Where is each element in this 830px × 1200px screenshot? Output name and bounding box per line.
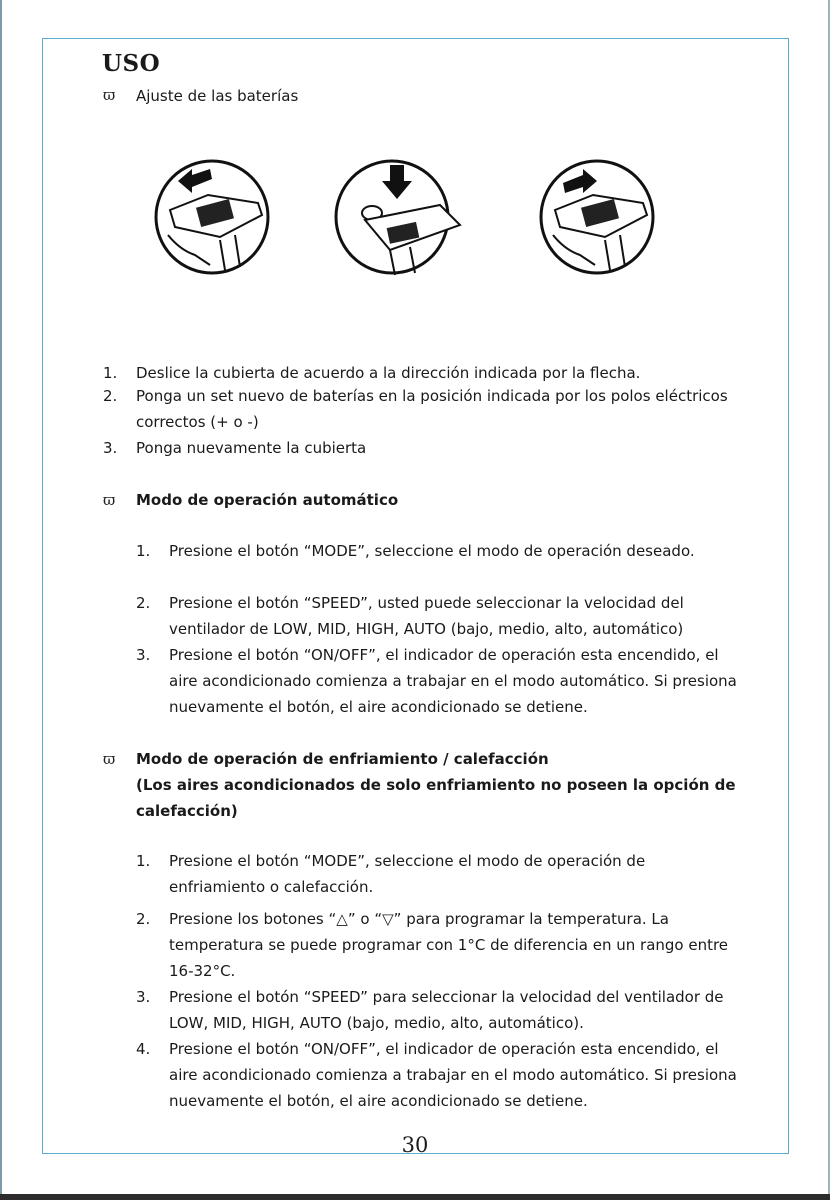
page-title: USO [102,50,161,77]
page-edge-left [0,0,2,1200]
battery-insert-illustration [330,155,470,295]
step-number: 1. [136,542,151,560]
bullet-icon: ϖ [103,491,116,509]
auto-step-3-line-3: nuevamente el botón, el aire acondicionado se detiene. [169,698,588,716]
cool-step-2-line-3: 16-32°C. [169,962,236,980]
auto-step-1: Presione el botón “MODE”, seleccione el modo de operación deseado. [169,542,695,560]
battery-slide-illustration [150,155,280,295]
step-number: 1. [103,364,118,382]
step-number: 2. [103,387,118,405]
auto-step-2-line-2: ventilador de LOW, MID, HIGH, AUTO (bajo, medio, alto, automático) [169,620,684,638]
step-number: 3. [136,988,151,1006]
bullet-icon: ϖ [103,750,116,768]
step-number: 2. [136,594,151,612]
step-number: 4. [136,1040,151,1058]
battery-step-1: Deslice la cubierta de acuerdo a la dirección indicada por la flecha. [136,364,641,382]
up-triangle-icon: △ [336,910,348,928]
step-number: 3. [136,646,151,664]
page-number: 30 [401,1133,429,1157]
cool-step-1-line-1: Presione el botón “MODE”, seleccione el modo de operación de [169,852,646,870]
cool-step-2-line-2: temperatura se puede programar con 1°C de diferencia en un rango entre [169,936,729,954]
battery-cover-close-illustration [535,155,665,295]
down-triangle-icon: ▽ [382,910,394,928]
cool-heat-heading-line-2: (Los aires acondicionados de solo enfriamiento no poseen la opción de [136,776,736,794]
cool-step-3-line-2: LOW, MID, HIGH, AUTO (bajo, medio, alto, automático). [169,1014,584,1032]
text-fragment: Presione los botones “ [169,910,337,928]
text-fragment: ” o “ [347,910,383,928]
cool-step-2-line-1 [169,906,669,932]
step-number: 1. [136,852,151,870]
cool-step-4-line-2: aire acondicionado comienza a trabajar en el modo automático. Si presiona [169,1066,737,1084]
cool-step-1-line-2: enfriamiento o calefacción. [169,878,374,896]
cool-step-4-line-3: nuevamente el botón, el aire acondicionado se detiene. [169,1092,588,1110]
text-fragment: ” para programar la temperatura. La [393,910,669,928]
battery-step-2-line-2: correctos (+ o -) [136,413,259,431]
bullet-icon: ϖ [103,86,116,104]
battery-step-2-line-1: Ponga un set nuevo de baterías en la posición indicada por los polos eléctricos [136,387,728,405]
auto-step-3-line-2: aire acondicionado comienza a trabajar en el modo automático. Si presiona [169,672,737,690]
auto-mode-heading: Modo de operación automático [136,491,399,509]
cool-step-4-line-1: Presione el botón “ON/OFF”, el indicador de operación esta encendido, el [169,1040,719,1058]
auto-step-2-line-1: Presione el botón “SPEED”, usted puede seleccionar la velocidad del [169,594,684,612]
cool-heat-heading-line-3: calefacción) [136,802,238,820]
step-number: 2. [136,910,151,928]
cool-step-3-line-1: Presione el botón “SPEED” para seleccionar la velocidad del ventilador de [169,988,724,1006]
auto-step-3-line-1: Presione el botón “ON/OFF”, el indicador de operación esta encendido, el [169,646,719,664]
battery-step-3: Ponga nuevamente la cubierta [136,439,367,457]
step-number: 3. [103,439,118,457]
page-edge-bottom [0,1194,830,1200]
cool-heat-heading-line-1: Modo de operación de enfriamiento / calefacción [136,750,549,768]
battery-heading: Ajuste de las baterías [136,87,299,105]
